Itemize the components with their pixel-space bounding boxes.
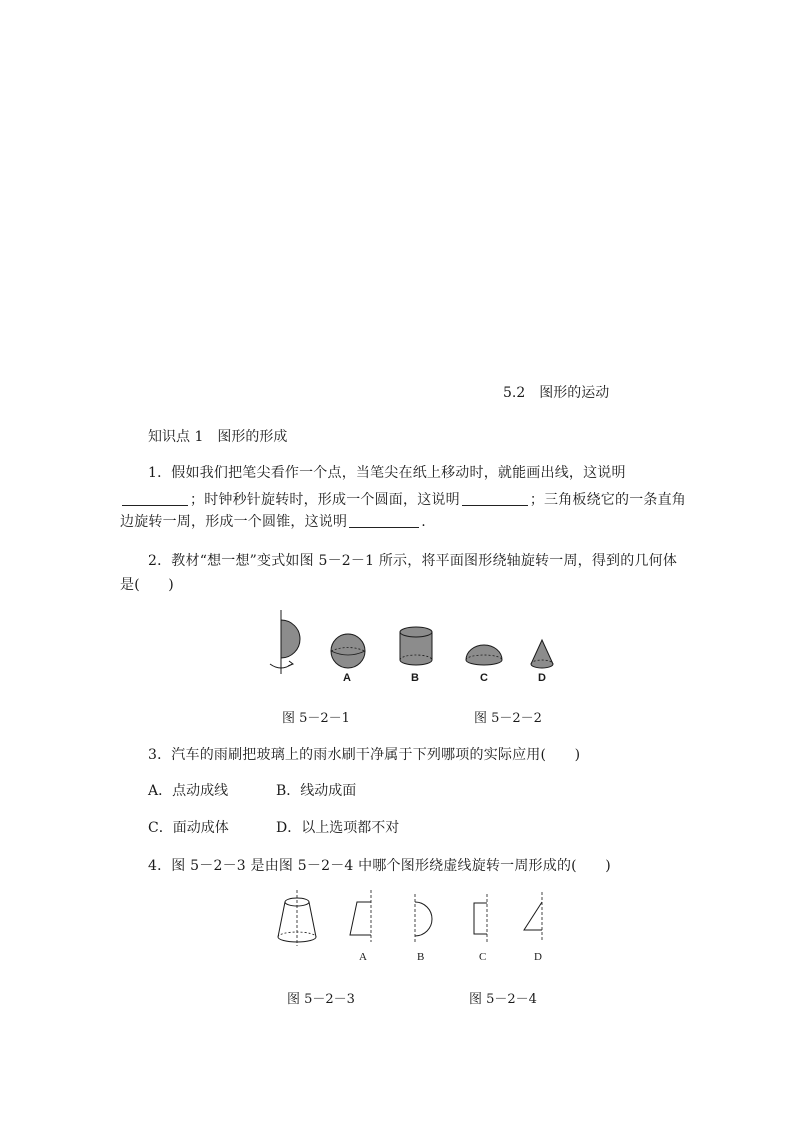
q1-line2-a: ；时钟秒针旋转时，形成一个圆面，这说明 bbox=[190, 492, 460, 508]
q3-option-b[interactable]: B．线动成面 bbox=[276, 783, 357, 799]
q3-option-a[interactable]: A．点动成线 bbox=[148, 783, 229, 799]
fig2-label-b: B bbox=[411, 672, 419, 684]
option-d-cone bbox=[531, 640, 553, 668]
fig4-label-c: C bbox=[479, 951, 487, 963]
fig-caption-5-2-4: 图 5－2－4 bbox=[469, 992, 537, 1007]
half-disc-axis-figure bbox=[270, 610, 300, 674]
option-d-triangle bbox=[524, 892, 542, 942]
fig4-label-a: A bbox=[359, 951, 367, 963]
q1-line3-b: . bbox=[421, 514, 426, 530]
fig2-label-c: C bbox=[480, 672, 488, 684]
q2-line2: 是( ) bbox=[120, 577, 174, 593]
option-c-hemisphere bbox=[466, 645, 502, 665]
q1-line2-b: ；三角板绕它的一条直角 bbox=[529, 492, 687, 508]
answer-blank-3[interactable] bbox=[349, 513, 419, 528]
fig-caption-5-2-2: 图 5－2－2 bbox=[474, 711, 542, 726]
q4-stem: 4．图 5－2－3 是由图 5－2－4 中哪个图形绕虚线旋转一周形成的( ) bbox=[148, 858, 611, 874]
answer-blank-2[interactable] bbox=[462, 491, 528, 506]
fig4-label-b: B bbox=[417, 951, 425, 963]
fig4-label-d: D bbox=[534, 951, 542, 963]
fig2-label-d: D bbox=[538, 672, 546, 684]
option-c-rectangle bbox=[474, 894, 487, 942]
fig-caption-5-2-1: 图 5－2－1 bbox=[282, 711, 350, 726]
figure-5-2-1-2 bbox=[0, 600, 794, 720]
frustum-figure bbox=[278, 890, 316, 946]
q2-line1: 2．教材“想一想”变式如图 5－2－1 所示，将平面图形绕轴旋转一周，得到的几何体 bbox=[148, 553, 678, 569]
q1-line1: 1．假如我们把笔尖看作一个点，当笔尖在纸上移动时，就能画出线，这说明 bbox=[148, 465, 626, 481]
option-a-trapezoid bbox=[350, 890, 371, 942]
fig-caption-5-2-3: 图 5－2－3 bbox=[287, 992, 355, 1007]
q1-line3 bbox=[120, 511, 426, 531]
option-b-semicircle bbox=[415, 894, 432, 942]
option-a-sphere bbox=[331, 634, 365, 668]
q3-stem: 3．汽车的雨刷把玻璃上的雨水刷干净属于下列哪项的实际应用( ) bbox=[148, 747, 581, 763]
q3-option-c[interactable]: C．面动成体 bbox=[148, 820, 229, 836]
answer-blank-1[interactable] bbox=[122, 491, 188, 506]
q1-line2 bbox=[120, 489, 686, 509]
q3-option-d[interactable]: D．以上选项都不对 bbox=[276, 820, 400, 836]
q1-line3-a: 边旋转一周，形成一个圆锥，这说明 bbox=[120, 514, 348, 530]
knowledge-point-heading: 知识点 1 图形的形成 bbox=[148, 429, 288, 445]
section-title: 5.2 图形的运动 bbox=[503, 385, 610, 401]
option-b-cylinder bbox=[400, 627, 432, 665]
figure-5-2-3-4 bbox=[0, 890, 794, 970]
fig2-label-a: A bbox=[343, 672, 351, 684]
